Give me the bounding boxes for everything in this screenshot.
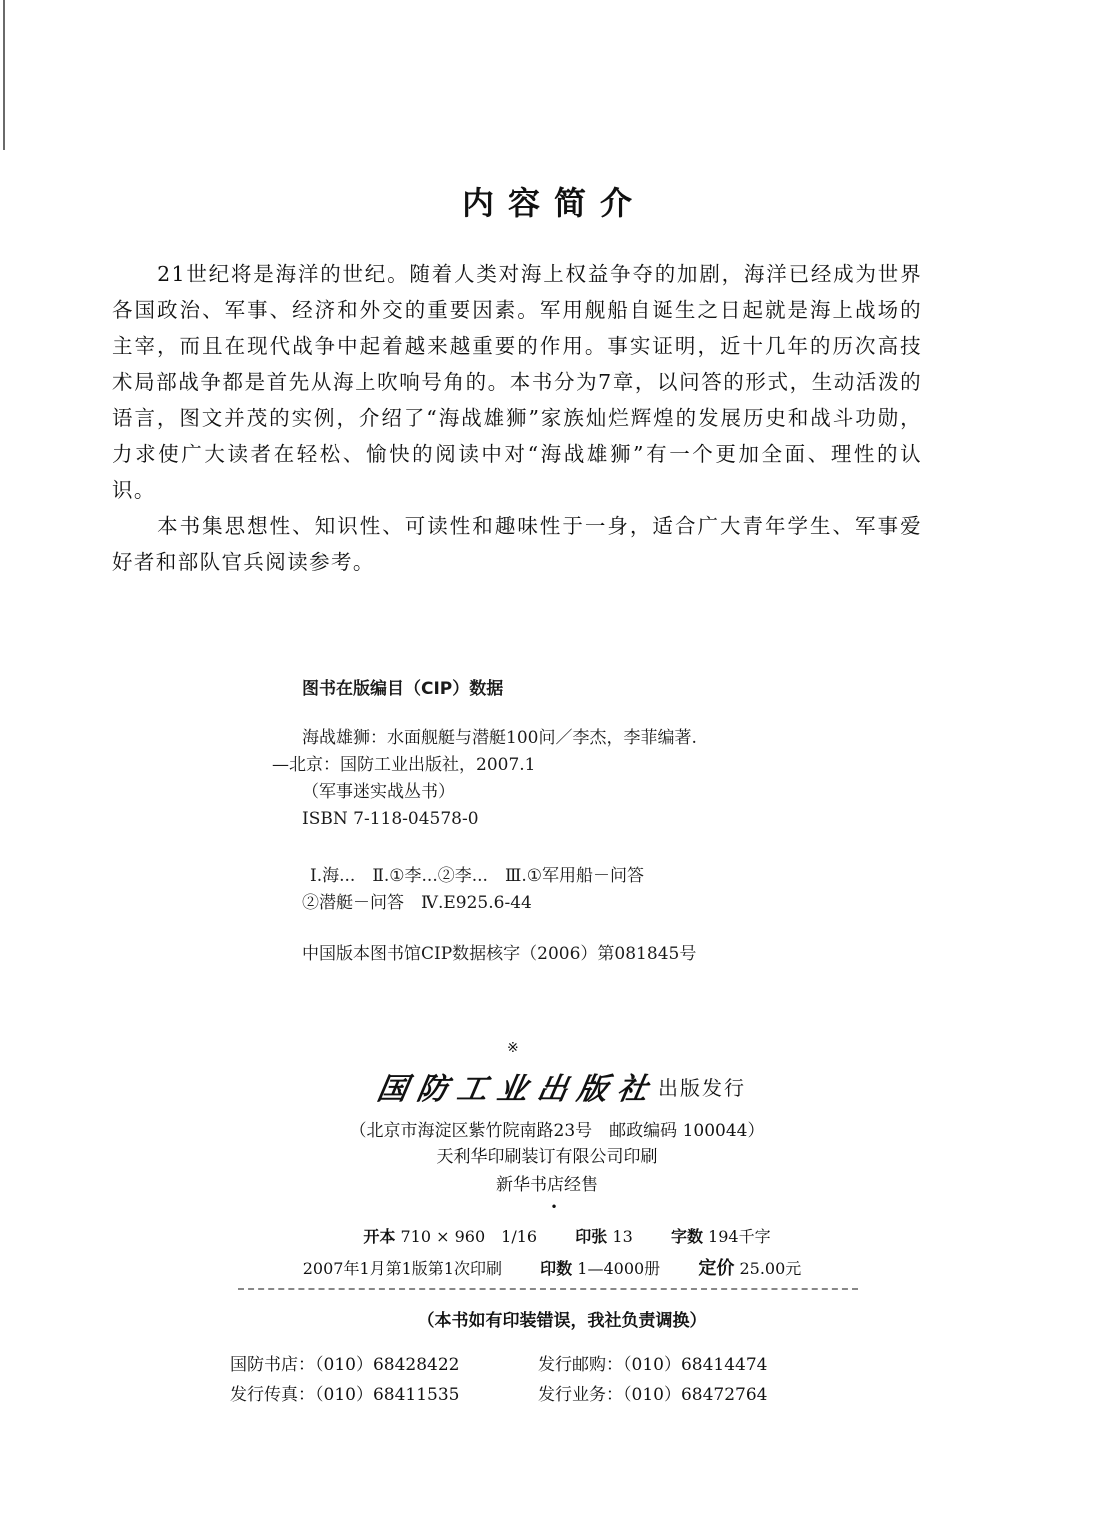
- separator-dot: •: [550, 1200, 558, 1214]
- cip-record-line: ISBN 7-118-04578-0: [302, 809, 479, 829]
- cip-classification: [302, 863, 862, 917]
- contact-phone: （010）68472764: [623, 1385, 768, 1405]
- contact-item: [230, 1380, 538, 1410]
- copies-value: 1—4000册: [577, 1259, 661, 1278]
- specs-line-edition: [0, 1254, 1094, 1280]
- publisher-suffix: 出版发行: [658, 1076, 746, 1100]
- contact-phone: （010）68411535: [315, 1385, 460, 1405]
- printer-line: 天利华印刷装订有限公司印刷: [436, 1147, 658, 1167]
- cip-classification-line: ②潜艇－问答 Ⅳ.E925.6-44: [302, 893, 532, 913]
- cip-record-line: 海战雄狮：水面舰艇与潜艇100问／李杰，李菲编著.: [302, 728, 697, 748]
- intro-section: [112, 256, 922, 580]
- contact-phone: （010）68428422: [315, 1355, 460, 1375]
- intro-paragraph: 21世纪将是海洋的世纪。随着人类对海上权益争夺的加剧，海洋已经成为世界各国政治、军事、经济和外交的重要因素。军用舰船自诞生之日起就是海上战场的主宰，而且在现代战争中起着越来越重要的作用。事实证明，近十几年的历次高技术局部战争都是首先从海上吹响号角的。本书分为7章，以问答的形式，生动活泼的语言，图文并茂的实例，介绍了“海战雄狮”家族灿烂辉煌的发展历史和战斗功勋，力求使广大读者在轻松、愉快的阅读中对“海战雄狮”有一个更加全面、理性的认识。: [112, 262, 922, 502]
- publisher-logo: 国防工业出版社: [374, 1072, 661, 1107]
- page-edge-line: [3, 0, 5, 150]
- format-label: 开本: [363, 1227, 396, 1246]
- sheets-value: 13: [612, 1227, 633, 1246]
- price-value: 25.00元: [739, 1259, 802, 1278]
- contact-phone: （010）68414474: [623, 1355, 768, 1375]
- cip-data-block: [272, 674, 862, 968]
- format-value: 710 × 960 1/16: [400, 1227, 538, 1246]
- contact-label: 发行业务：: [538, 1385, 623, 1405]
- contact-row: [230, 1350, 846, 1380]
- specs-line-format: [0, 1224, 1094, 1247]
- seller-line: 新华书店经售: [496, 1175, 598, 1195]
- price-label: 定价: [698, 1258, 735, 1279]
- contact-item: [538, 1380, 846, 1410]
- cip-record-line: （军事迷实战丛书）: [302, 782, 455, 802]
- intro-paragraph: 本书集思想性、知识性、可读性和趣味性于一身，适合广大青年学生、军事爱好者和部队官兵阅读参考。: [112, 514, 922, 574]
- words-label: 字数: [670, 1227, 703, 1246]
- contact-item: [538, 1350, 846, 1380]
- ornament-mark: ※: [507, 1040, 519, 1056]
- cip-approval-number: 中国版本图书馆CIP数据核字（2006）第081845号: [302, 944, 697, 964]
- dashed-divider: [238, 1288, 858, 1290]
- contact-label: 国防书店：: [230, 1355, 315, 1375]
- contact-label: 发行邮购：: [538, 1355, 623, 1375]
- page-title: 内容简介: [461, 184, 646, 222]
- sheets-label: 印张: [575, 1227, 608, 1246]
- cip-heading: 图书在版编目（CIP）数据: [302, 679, 504, 699]
- contact-row: [230, 1380, 846, 1410]
- misprint-notice: （本书如有印装错误，我社负责调换）: [417, 1311, 707, 1331]
- words-value: 194千字: [708, 1227, 771, 1246]
- copies-label: 印数: [540, 1259, 573, 1278]
- contact-item: [230, 1350, 538, 1380]
- publisher-line: [0, 1064, 1094, 1108]
- cip-record-line: —北京：国防工业出版社，2007.1: [272, 755, 536, 775]
- contact-label: 发行传真：: [230, 1385, 315, 1405]
- cip-classification-line: Ⅰ.海... Ⅱ.①李...②李... Ⅲ.①军用船－问答: [310, 866, 644, 886]
- edition-text: 2007年1月第1版第1次印刷: [302, 1259, 502, 1278]
- publisher-address: （北京市海淀区紫竹院南路23号 邮政编码 100044）: [349, 1121, 765, 1141]
- contact-list: [230, 1350, 846, 1410]
